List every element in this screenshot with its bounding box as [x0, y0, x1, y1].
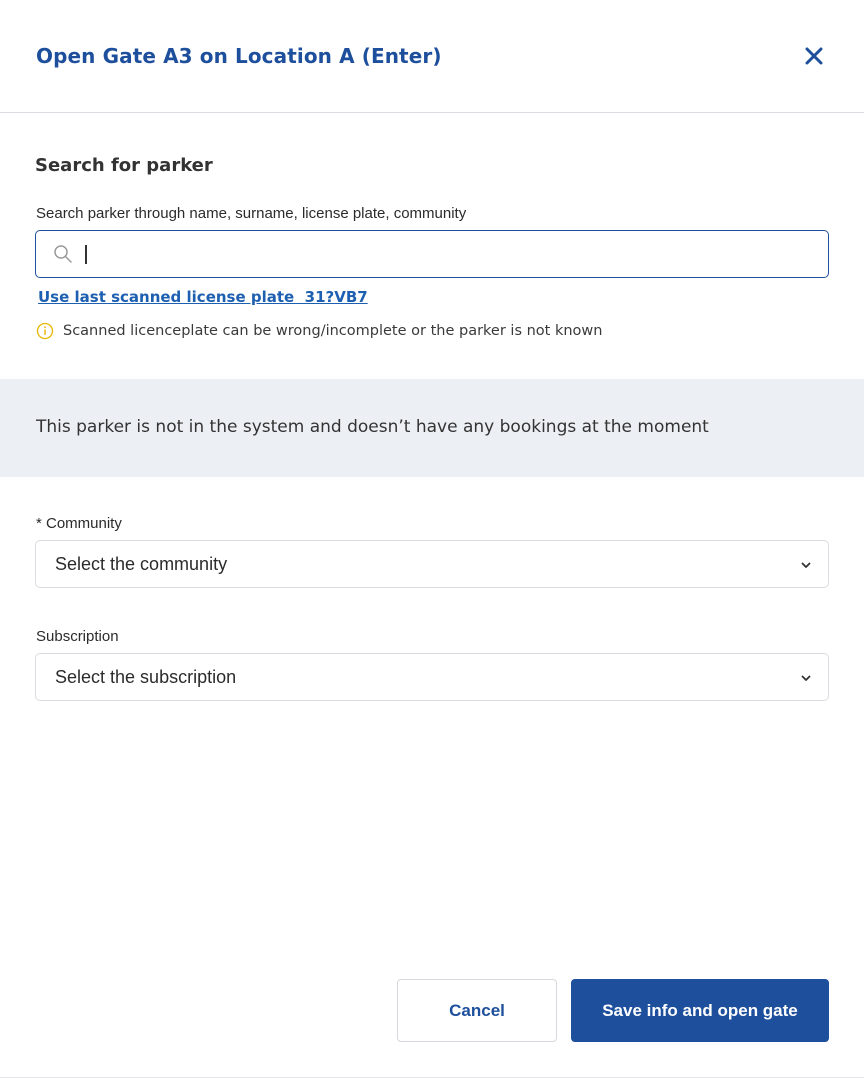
- search-input[interactable]: [92, 231, 812, 276]
- subscription-select[interactable]: [35, 653, 829, 701]
- text-cursor: [85, 245, 87, 264]
- chevron-down-icon: [800, 559, 812, 571]
- dialog-header: [0, 0, 864, 113]
- warning-text: Scanned licenceplate can be wrong/incomplete or the parker is not known: [63, 323, 603, 339]
- use-last-plate-link[interactable]: Use last scanned license plate 31?VB7: [38, 288, 368, 306]
- chevron-down-icon: [800, 672, 812, 684]
- community-select-value: Select the community: [55, 554, 228, 574]
- community-select[interactable]: [35, 540, 829, 588]
- parker-not-found-notice: [0, 379, 864, 477]
- search-section-title: Search for parker: [35, 155, 213, 176]
- plate-warning: [36, 321, 602, 341]
- bottom-divider: [0, 1077, 864, 1078]
- info-circle-icon: [36, 322, 54, 340]
- search-field[interactable]: [35, 230, 829, 278]
- search-icon: [53, 244, 73, 264]
- cancel-button[interactable]: Cancel: [397, 979, 557, 1042]
- notice-text: This parker is not in the system and doesn’t have any bookings at the moment: [36, 417, 709, 437]
- search-label: Search parker through name, surname, license plate, community: [36, 205, 467, 222]
- subscription-label: Subscription: [36, 628, 119, 645]
- dialog-title: Open Gate A3 on Location A (Enter): [36, 44, 442, 68]
- close-button[interactable]: [798, 40, 830, 72]
- save-and-open-gate-button[interactable]: Save info and open gate: [571, 979, 829, 1042]
- subscription-select-value: Select the subscription: [55, 667, 237, 687]
- close-icon: [805, 47, 823, 65]
- community-label: * Community: [36, 515, 122, 532]
